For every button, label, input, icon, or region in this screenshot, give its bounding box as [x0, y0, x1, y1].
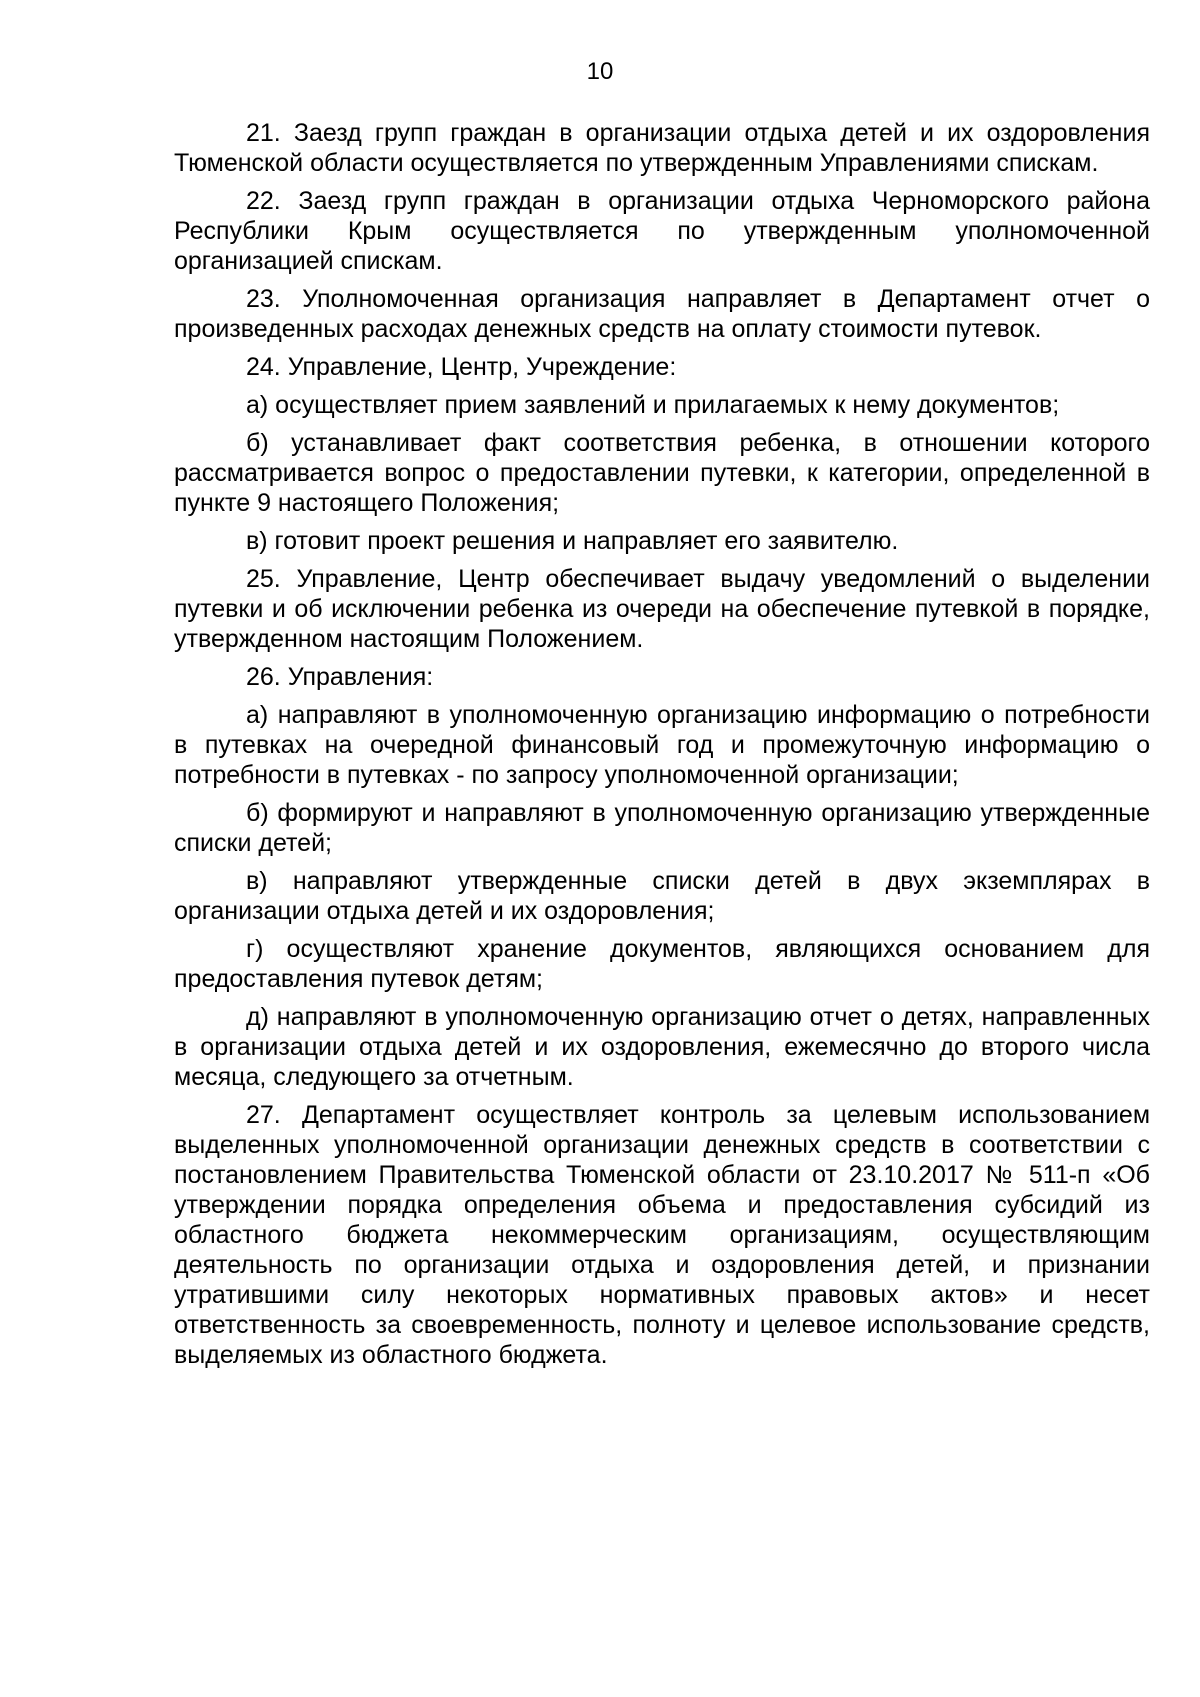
paragraph-25: 25. Управление, Центр обеспечивает выдачу уведомлений о выделении путевки и об исключении ребенка из очереди на обеспечение путевкой в порядке, утвержденном настоящим Положением.: [174, 565, 1150, 653]
paragraph-24-a: а) осуществляет прием заявлений и прилагаемых к нему документов;: [246, 391, 1060, 419]
paragraph-22: 22. Заезд групп граждан в организации отдыха Черноморского района Республики Крым осуществляется по утвержденным уполномоченной организацией спискам.: [174, 187, 1150, 275]
paragraph-26: 26. Управления:: [246, 663, 434, 691]
paragraph-26-d: д) направляют в уполномоченную организацию отчет о детях, направленных в организации отдыха детей и их оздоровления, ежемесячно до второго числа месяца, следующего за отчетным.: [174, 1003, 1150, 1091]
paragraph-26-a: а) направляют в уполномоченную организацию информацию о потребности в путевках на очередной финансовый год и промежуточную информацию о потребности в путевках - по запросу уполномоченной организации;: [174, 701, 1150, 789]
paragraph-26-g: г) осуществляют хранение документов, являющихся основанием для предоставления путевок детям;: [174, 935, 1150, 993]
page-number: 10: [586, 58, 614, 85]
paragraph-27: 27. Департамент осуществляет контроль за целевым использованием выделенных уполномоченной организации денежных средств в соответствии с постановлением Правительства Тюменской области от 23.10.2017 № 511-п «Об утверждении порядка определения объема и предоставления субсидий из областного бюджета некоммерческим организациям, осуществляющим деятельность по организации отдыха и оздоровления детей, и признании утратившими силу некоторых нормативных правовых актов» и несет ответственность за своевременность, полноту и целевое использование средств, выделяемых из областного бюджета.: [174, 1101, 1150, 1369]
paragraph-24-v: в) готовит проект решения и направляет его заявителю.: [246, 527, 899, 555]
paragraph-24: 24. Управление, Центр, Учреждение:: [246, 353, 677, 381]
paragraph-26-b: б) формируют и направляют в уполномоченную организацию утвержденные списки детей;: [174, 799, 1150, 857]
paragraph-23: 23. Уполномоченная организация направляет в Департамент отчет о произведенных расходах денежных средств на оплату стоимости путевок.: [174, 285, 1150, 343]
paragraph-24-b: б) устанавливает факт соответствия ребенка, в отношении которого рассматривается вопрос о предоставлении путевки, к категории, определенной в пункте 9 настоящего Положения;: [174, 429, 1150, 517]
document-body: [174, 118, 1150, 1378]
paragraph-26-v: в) направляют утвержденные списки детей в двух экземплярах в организации отдыха детей и их оздоровления;: [174, 867, 1150, 925]
paragraph-21: 21. Заезд групп граждан в организации отдыха детей и их оздоровления Тюменской области осуществляется по утвержденным Управлениями спискам.: [174, 119, 1150, 177]
